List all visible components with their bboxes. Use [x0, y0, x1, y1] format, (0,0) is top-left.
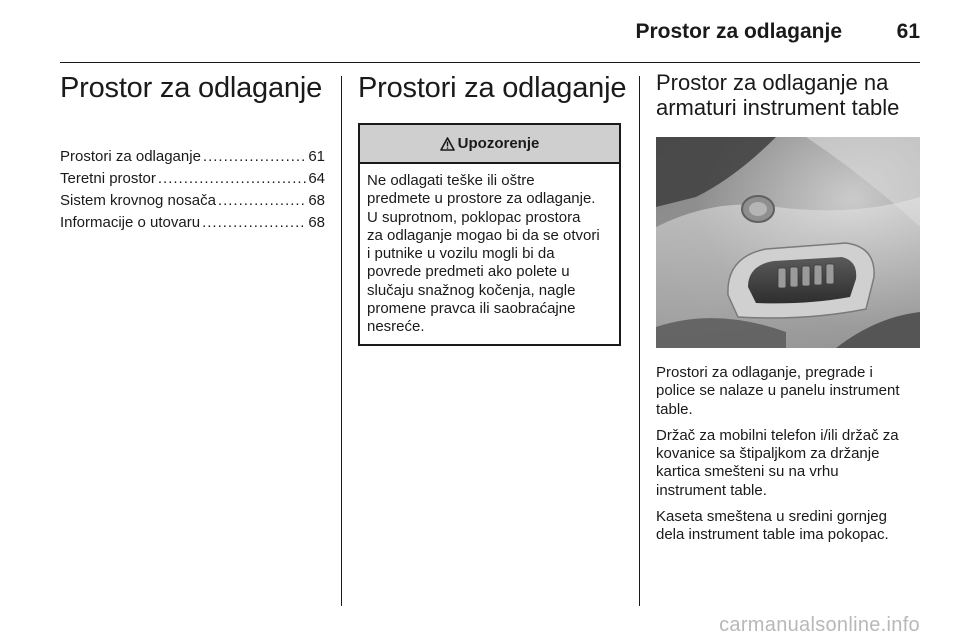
warning-heading-text: Upozorenje	[457, 135, 540, 152]
header-title: Prostor za odlaganje	[635, 20, 842, 43]
toc-entry[interactable]	[60, 146, 325, 168]
paragraph-line: dela instrument table ima pokopac.	[656, 526, 889, 544]
warning-line: promene pravca ili saobraćajne	[367, 300, 576, 318]
section-title-line: armaturi instrument table	[656, 95, 900, 120]
toc-entry-page: 64	[308, 170, 325, 187]
body-paragraph	[656, 508, 920, 545]
warning-box	[358, 123, 621, 346]
page-header	[60, 0, 920, 63]
warning-line: za odlaganje mogao bi da se otvori	[367, 226, 600, 244]
section-title-line: Prostor za odlaganje na	[656, 70, 889, 95]
column-contents	[60, 70, 325, 234]
warning-line: slučaju snažnog kočenja, nagle	[367, 281, 576, 299]
warning-heading	[360, 125, 619, 164]
toc-entry[interactable]	[60, 190, 325, 212]
paragraph-line: Prostori za odlaganje, pregrade i	[656, 364, 873, 381]
instrument-panel-storage-photo	[656, 137, 920, 348]
toc-leader-dots	[218, 190, 306, 212]
toc-entry-label: Prostori za odlaganje	[60, 148, 201, 165]
warning-text	[360, 164, 619, 344]
toc-entry-label: Informacije o utovaru	[60, 214, 201, 231]
warning-line: predmete u prostore za odlaganje.	[367, 190, 596, 208]
section-title	[656, 70, 920, 120]
paragraph-line: kartica smešteni su na vrhu	[656, 463, 839, 481]
table-of-contents	[60, 146, 325, 234]
column-instrument-panel-storage	[656, 70, 920, 545]
toc-leader-dots	[203, 146, 306, 168]
column-divider-right	[639, 76, 640, 606]
body-paragraph	[656, 427, 920, 500]
toc-entry-page: 61	[308, 148, 325, 165]
warning-line: Ne odlagati teške ili oštre	[367, 172, 535, 189]
section-title: Prostori za odlaganje	[358, 72, 627, 104]
toc-entry-page: 68	[308, 192, 325, 209]
toc-entry[interactable]	[60, 212, 325, 234]
warning-line: nesreće.	[367, 318, 425, 336]
paragraph-line: Držač za mobilni telefon i/ili držač za	[656, 426, 899, 444]
warning-line: U suprotnom, poklopac prostora	[367, 208, 581, 226]
chapter-title: Prostor za odlaganje	[60, 72, 322, 104]
toc-entry-label: Sistem krovnog nosača	[60, 192, 216, 209]
toc-leader-dots	[202, 212, 306, 234]
toc-leader-dots	[158, 168, 306, 190]
column-divider-left	[341, 76, 342, 606]
warning-line: i putnike u vozilu mogli bi da	[367, 245, 555, 263]
warning-line: povrede predmeti ako polete u	[367, 263, 570, 281]
paragraph-line: instrument table.	[656, 481, 767, 499]
warning-triangle-icon	[440, 137, 455, 151]
paragraph-line: table.	[656, 400, 693, 418]
toc-entry-page: 68	[308, 214, 325, 231]
body-paragraph	[656, 364, 920, 419]
watermark: carmanualsonline.info	[719, 614, 920, 636]
paragraph-line: Kaseta smeštena u sredini gornjeg	[656, 508, 887, 526]
toc-entry-label: Teretni prostor	[60, 170, 156, 187]
paragraph-line: police se nalaze u panelu instrument	[656, 382, 900, 400]
toc-entry[interactable]	[60, 168, 325, 190]
page-number: 61	[896, 20, 920, 43]
paragraph-line: kovanice sa štipaljkom za držanje	[656, 445, 880, 463]
column-storage	[358, 70, 627, 346]
